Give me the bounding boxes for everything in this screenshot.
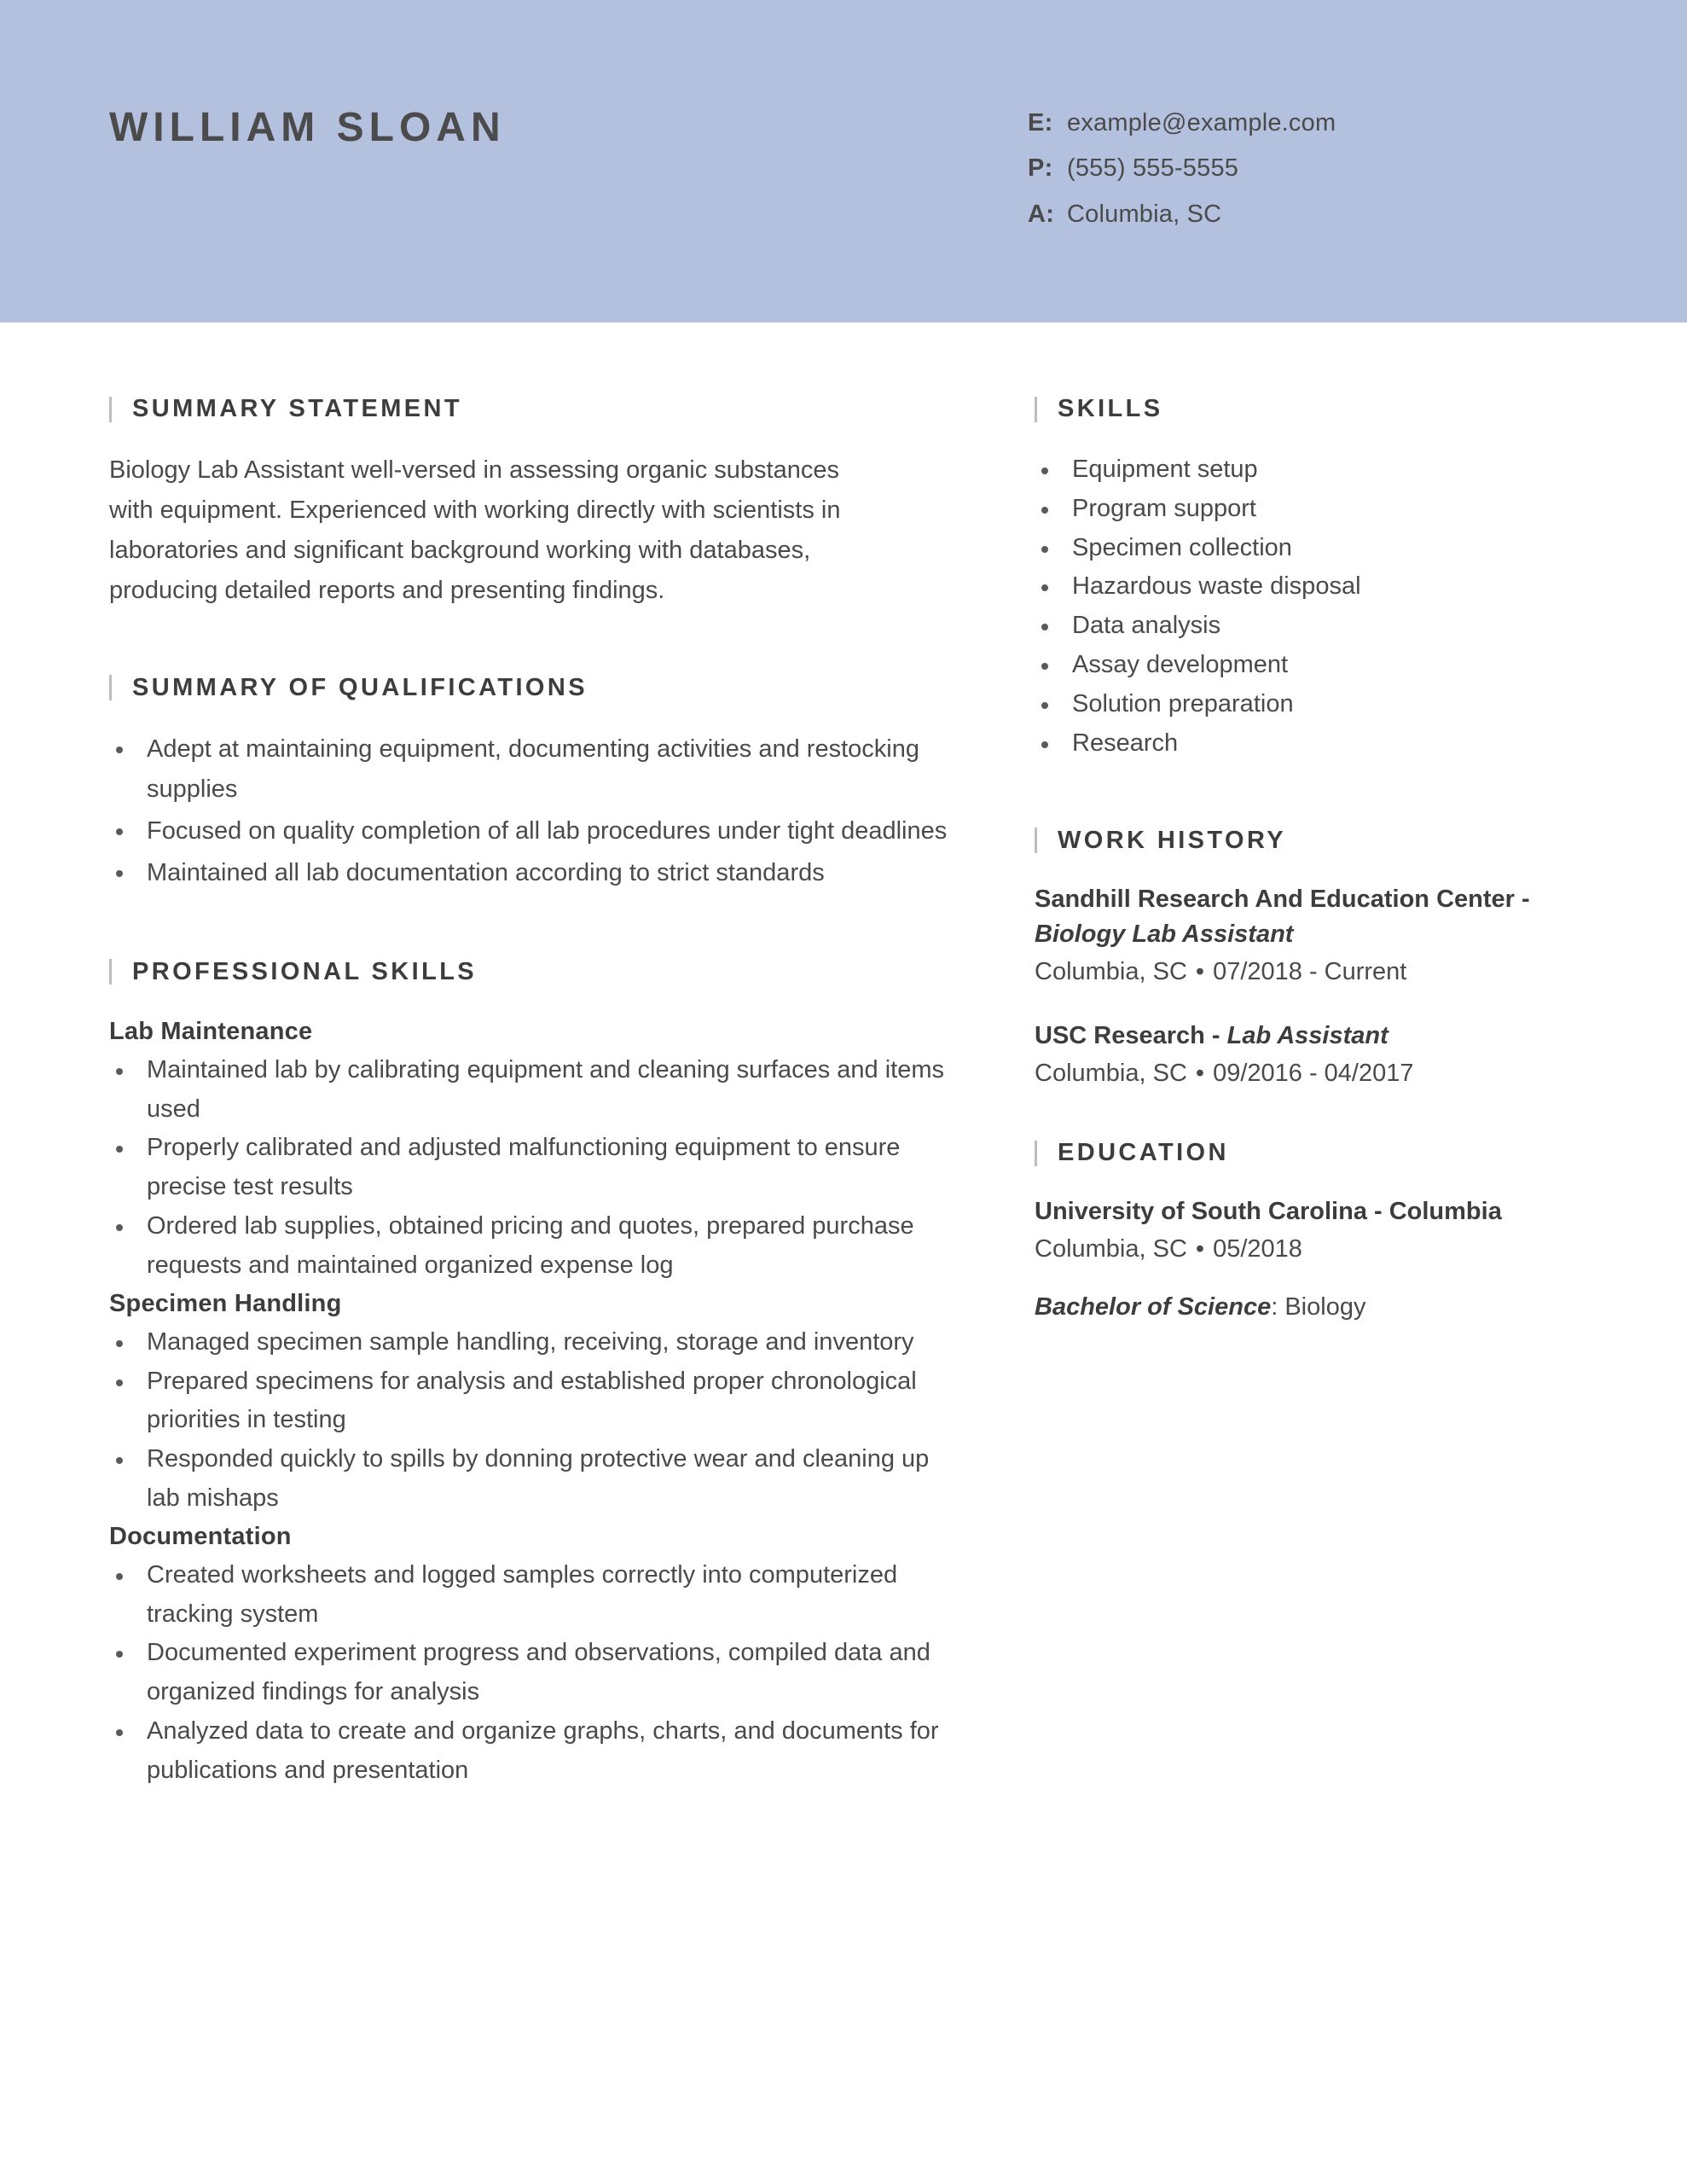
work-entry-meta — [1035, 954, 1615, 990]
list-item: Maintained lab by calibrating equipment and cleaning surfaces and items used — [109, 1051, 949, 1130]
list-item: Maintained all lab documentation according to strict standards — [109, 853, 949, 893]
school-name: University of South Carolina - Columbia — [1035, 1198, 1502, 1226]
contact-row-email — [1028, 107, 1336, 138]
degree-major: : Biology — [1271, 1293, 1366, 1321]
spacer — [109, 611, 949, 674]
work-history-entry — [1035, 882, 1615, 990]
section-tick-icon — [1035, 397, 1037, 422]
title-separator: - — [1204, 1021, 1227, 1049]
job-role: Biology Lab Assistant — [1035, 920, 1294, 948]
contact-row-address — [1028, 199, 1336, 229]
skills-title: SKILLS — [1058, 395, 1163, 422]
list-item: Program support — [1035, 490, 1615, 529]
job-role: Lab Assistant — [1226, 1021, 1388, 1049]
skill-group-lab-maintenance — [109, 1014, 949, 1286]
section-tick-icon — [1035, 1141, 1037, 1166]
skill-group-list — [109, 1323, 949, 1519]
meta-separator-bullet-icon: • — [1195, 1235, 1205, 1263]
spacer — [1035, 764, 1615, 827]
phone-value[interactable]: (555) 555-5555 — [1067, 154, 1239, 183]
job-location: Columbia, SC — [1035, 1060, 1187, 1088]
list-item: Documented experiment progress and observations, compiled data and organized findings for analysis — [109, 1634, 949, 1712]
graduation-date: 05/2018 — [1213, 1235, 1302, 1263]
list-item: Equipment setup — [1035, 450, 1615, 490]
education-title: EDUCATION — [1058, 1139, 1229, 1167]
meta-separator-bullet-icon: • — [1195, 1060, 1205, 1088]
education-entry-meta — [1035, 1231, 1615, 1267]
list-item: Properly calibrated and adjusted malfunctioning equipment to ensure precise test results — [109, 1129, 949, 1207]
skill-group-documentation — [109, 1519, 949, 1791]
list-item: Analyzed data to create and organize graphs, charts, and documents for publications and presentation — [109, 1712, 949, 1791]
contact-block — [1028, 107, 1336, 244]
list-item: Managed specimen sample handling, receiving, storage and inventory — [109, 1323, 949, 1362]
job-location: Columbia, SC — [1035, 957, 1187, 985]
section-education — [1035, 1139, 1615, 1325]
work-history-title: WORK HISTORY — [1058, 826, 1286, 854]
list-item: Adept at maintaining equipment, documenting activities and restocking supplies — [109, 729, 949, 810]
job-dates: 07/2018 - Current — [1213, 957, 1407, 985]
list-item: Prepared specimens for analysis and established proper chronological priorities in testing — [109, 1362, 949, 1441]
list-item: Assay development — [1035, 646, 1615, 685]
work-entry-title — [1035, 882, 1615, 952]
section-summary-statement — [109, 395, 949, 611]
meta-separator-bullet-icon: • — [1195, 957, 1205, 985]
professional-skills-heading — [109, 958, 949, 986]
list-item: Responded quickly to spills by donning protective wear and cleaning up lab mishaps — [109, 1440, 949, 1519]
job-dates: 09/2016 - 04/2017 — [1213, 1060, 1414, 1088]
summary-qualifications-heading — [109, 674, 949, 702]
company-name: USC Research — [1035, 1021, 1205, 1049]
summary-statement-heading — [109, 395, 949, 423]
spacer — [109, 895, 949, 958]
address-value: Columbia, SC — [1067, 200, 1222, 228]
left-column — [109, 395, 949, 1791]
list-item: Created worksheets and logged samples correctly into computerized tracking system — [109, 1556, 949, 1635]
resume-header — [0, 0, 1687, 322]
list-item: Research — [1035, 724, 1615, 764]
contact-row-phone — [1028, 153, 1336, 183]
work-entry-meta — [1035, 1055, 1615, 1091]
list-item: Specimen collection — [1035, 529, 1615, 568]
skill-group-title: Specimen Handling — [109, 1289, 342, 1317]
skill-group-title: Documentation — [109, 1522, 292, 1550]
candidate-name: WILLIAM SLOAN — [109, 105, 506, 150]
education-entry — [1035, 1194, 1615, 1325]
list-item: Hazardous waste disposal — [1035, 567, 1615, 607]
list-item: Focused on quality completion of all lab procedures under tight deadlines — [109, 811, 949, 851]
title-separator: - — [1514, 885, 1530, 913]
skill-group-list — [109, 1051, 949, 1286]
section-tick-icon — [109, 675, 112, 700]
list-item: Data analysis — [1035, 607, 1615, 646]
work-history-entry — [1035, 1019, 1615, 1091]
company-name: Sandhill Research And Education Center — [1035, 885, 1515, 913]
skills-list — [1035, 450, 1615, 764]
summary-statement-body: Biology Lab Assistant well-versed in assessing organic substances with equipment. Experienced with working directly with scientists in laboratories and significant background working with databases, producing detailed reports and presenting findings. — [109, 456, 841, 604]
spacer — [1035, 1091, 1615, 1139]
skill-group-list — [109, 1556, 949, 1791]
phone-icon: P: — [1028, 154, 1053, 183]
education-heading — [1035, 1139, 1615, 1167]
email-value[interactable]: example@example.com — [1067, 109, 1336, 136]
section-summary-of-qualifications — [109, 674, 949, 893]
section-professional-skills — [109, 958, 949, 1791]
degree-label: Bachelor of Science — [1035, 1293, 1272, 1321]
section-skills — [1035, 395, 1615, 764]
section-tick-icon — [1035, 828, 1037, 853]
summary-qualifications-title: SUMMARY OF QUALIFICATIONS — [132, 673, 588, 701]
section-work-history — [1035, 827, 1615, 1092]
list-item: Solution preparation — [1035, 685, 1615, 724]
right-column — [1035, 395, 1615, 1325]
email-icon: E: — [1028, 109, 1053, 136]
degree-line — [1035, 1289, 1615, 1325]
section-tick-icon — [109, 397, 112, 422]
work-entry-title — [1035, 1019, 1615, 1054]
skill-group-specimen-handling — [109, 1286, 949, 1519]
address-icon: A: — [1028, 200, 1055, 228]
professional-skills-title: PROFESSIONAL SKILLS — [132, 957, 478, 985]
skill-group-title: Lab Maintenance — [109, 1017, 313, 1045]
section-tick-icon — [109, 959, 112, 985]
qualifications-list — [109, 729, 949, 893]
work-history-heading — [1035, 827, 1615, 855]
school-location: Columbia, SC — [1035, 1235, 1187, 1263]
summary-statement-title: SUMMARY STATEMENT — [132, 395, 462, 422]
list-item: Ordered lab supplies, obtained pricing and quotes, prepared purchase requests and maintained organized expense log — [109, 1207, 949, 1286]
skills-heading — [1035, 395, 1615, 423]
